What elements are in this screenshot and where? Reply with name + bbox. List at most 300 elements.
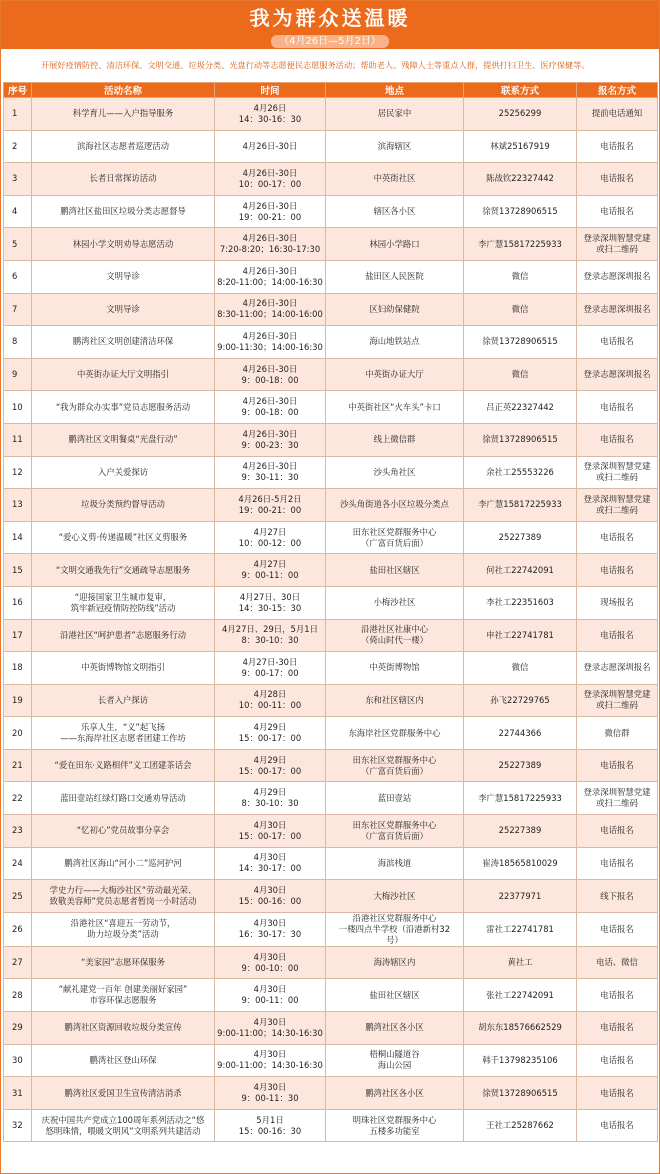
activity-name (32, 456, 215, 489)
activity-place (326, 195, 464, 228)
activity-contact: 李广慧15817225933 (464, 228, 577, 261)
column-header-time: 时间 (215, 83, 326, 98)
activity-place-line: 中英街社区“火车头”卡口 (348, 401, 441, 412)
activity-signup-line: 电话报名 (600, 1054, 634, 1065)
activity-place-line: 号） (386, 934, 403, 945)
activity-time-line: 4月26日-30日 (242, 265, 298, 276)
activity-name (32, 391, 215, 424)
activity-signup-line: 登录深圳智慧党建 (583, 689, 651, 700)
activity-time-line: 15：00-16：00 (238, 896, 302, 907)
activity-signup-line: 登录深圳智慧党建 (583, 461, 651, 472)
table-row (4, 228, 658, 261)
activity-time (215, 326, 326, 359)
activity-signup (577, 358, 658, 391)
activity-signup-line: 电话报名 (600, 206, 634, 217)
activity-time-line: 4月29日 (253, 722, 287, 733)
activity-signup (577, 979, 658, 1012)
activity-name-line: 科学育儿——入户指导服务 (72, 108, 174, 119)
activity-signup (577, 684, 658, 717)
table-row (4, 1077, 658, 1110)
activity-time-line: 4月29日 (253, 754, 287, 765)
activity-contact: 微信 (464, 260, 577, 293)
table-row (4, 521, 658, 554)
row-number: 8 (4, 326, 32, 359)
activity-time-line: 9:00-11:00；14:30-16:30 (217, 1060, 323, 1071)
activity-time-line: 4月30日 (253, 951, 287, 962)
activity-time-line: 9:00-11:30；14:00-16:30 (217, 341, 323, 352)
activity-signup (577, 652, 658, 685)
activity-signup (577, 521, 658, 554)
activity-name-line: 鹏湾社区爱国卫生宣传清洁消杀 (64, 1087, 182, 1098)
activity-time (215, 423, 326, 456)
activity-place-line: （广富百货后面） (361, 537, 428, 548)
activity-time-line: 4月26日-30日 (242, 233, 298, 244)
activity-name-line: “美家园”志愿环保服务 (80, 957, 166, 968)
activity-place-line: 沙头角街道各小区垃圾分类点 (340, 499, 449, 510)
activity-contact: 孙飞22729765 (464, 684, 577, 717)
activity-name-line: 垃圾分类预约督导活动 (81, 499, 165, 510)
table-row (4, 619, 658, 652)
row-number: 4 (4, 195, 32, 228)
activity-time-line: 4月26日-30日 (242, 428, 298, 439)
activity-time-line: 4月26日-30日 (242, 330, 298, 341)
activity-name-line: 庆祝中国共产党成立100周年系列活动之“悠 (41, 1114, 205, 1125)
activity-place-line: 盐田区人民医院 (365, 271, 424, 282)
activity-time-line: 4月26日-30日 (242, 298, 298, 309)
activity-place (326, 912, 464, 946)
activity-name (32, 293, 215, 326)
row-number: 3 (4, 163, 32, 196)
activity-place (326, 619, 464, 652)
activity-name (32, 619, 215, 652)
activity-signup-line: 电话报名 (600, 1087, 634, 1098)
activity-place (326, 260, 464, 293)
activity-place (326, 652, 464, 685)
activity-signup-line: 电话报名 (600, 1022, 634, 1033)
activity-place-line: 大梅沙社区 (373, 890, 416, 901)
activity-time (215, 521, 326, 554)
activity-name (32, 195, 215, 228)
table-row (4, 946, 658, 979)
table-row (4, 684, 658, 717)
activity-contact: 25227389 (464, 749, 577, 782)
activity-place-line: 东和社区辖区内 (365, 694, 424, 705)
table-row (4, 293, 658, 326)
activity-place (326, 456, 464, 489)
activity-signup-line: 登录深圳智慧党建 (583, 493, 651, 504)
activity-place-line: 田东社区党群服务中心 (352, 819, 437, 830)
activity-place-line: 中英街社区 (373, 173, 416, 184)
table-row (4, 979, 658, 1012)
activity-time-line: 4月29日 (253, 787, 287, 798)
activity-time-line: 4月30日 (253, 984, 287, 995)
activity-place-line: 盐田社区辖区 (369, 989, 420, 1000)
intro-text: 开展好疫情防控、清洁环保、文明交通、垃圾分类、光盘行动等志愿便民志愿服务活动；帮助老人、残障人士等重点人群，提供打扫卫生、医疗保健等。 (41, 60, 590, 70)
activity-time-line: 16：30-17：30 (238, 929, 302, 940)
activity-name (32, 782, 215, 815)
activity-place-line: 林园小学路口 (369, 238, 420, 249)
table-row (4, 456, 658, 489)
activity-name (32, 979, 215, 1012)
table-row (4, 130, 658, 163)
activity-name (32, 326, 215, 359)
table-row (4, 652, 658, 685)
activity-time (215, 1044, 326, 1077)
activity-name-line: 学史力行——大梅沙社区“劳动最光荣、 (49, 885, 197, 896)
activity-signup-line: 登录志愿深圳报名 (583, 271, 651, 282)
activity-time (215, 782, 326, 815)
activity-contact: 黄社工 (464, 946, 577, 979)
activity-time-line: 7:20-8:20；16:30-17:30 (219, 244, 321, 255)
activity-place-line: 蓝田壹站 (377, 792, 412, 803)
activity-signup (577, 815, 658, 848)
activity-time-line: 9：00-10：00 (241, 962, 299, 973)
activity-place (326, 423, 464, 456)
activity-place (326, 684, 464, 717)
activity-place (326, 1012, 464, 1045)
activity-name-line: ——东海岸社区志愿者团建工作坊 (60, 733, 186, 744)
activity-time-line: 8:20-11:00；14:00-16:30 (217, 276, 323, 287)
activity-time-line: 9：00-11：30 (241, 1093, 299, 1104)
activity-name-line: 鹏湾社区资源回收垃圾分类宣传 (64, 1022, 182, 1033)
activity-name-line: “我为群众办实事”党员志愿服务活动 (55, 401, 191, 412)
activity-place-line: 中英街办证大厅 (365, 369, 424, 380)
activity-name-line: 沿港社区“喜迎五一劳动节， (70, 918, 176, 929)
activity-signup (577, 195, 658, 228)
activity-place (326, 326, 464, 359)
activity-signup-line: 或扫二维码 (596, 504, 638, 515)
activity-signup-line: 电话报名 (600, 336, 634, 347)
activity-time (215, 195, 326, 228)
activity-signup (577, 619, 658, 652)
row-number: 18 (4, 652, 32, 685)
row-number: 7 (4, 293, 32, 326)
activity-name-line: 长者入户探访 (97, 694, 149, 705)
activity-signup-line: 电话报名 (600, 857, 634, 868)
table-row (4, 586, 658, 619)
activity-name (32, 358, 215, 391)
activity-name-line: 林园小学文明劝导志愿活动 (72, 238, 174, 249)
activity-name-line: 滨海社区志愿者巡逻活动 (76, 140, 170, 151)
activity-time-line: 9：00-17：00 (241, 667, 299, 678)
activity-signup-line: 微信群 (604, 727, 630, 738)
activity-signup (577, 260, 658, 293)
activity-contact: 申社工22741781 (464, 619, 577, 652)
activity-time (215, 554, 326, 587)
activity-time-line: 14：30-15：30 (238, 602, 302, 613)
activity-contact: 余社工25553226 (464, 456, 577, 489)
table-row (4, 847, 658, 880)
activity-time (215, 391, 326, 424)
date-range-subtitle: （4月26日—5月2日） (271, 35, 389, 48)
activity-time-line: 4月30日 (253, 819, 287, 830)
activity-name (32, 880, 215, 913)
activity-time-line: 19：00-21：00 (238, 504, 302, 515)
activity-time (215, 749, 326, 782)
activity-contact: 微信 (464, 652, 577, 685)
activity-time-line: 4月27日 (253, 559, 287, 570)
activity-time (215, 130, 326, 163)
activity-contact: 李社工22351603 (464, 586, 577, 619)
activity-signup (577, 782, 658, 815)
activity-place-line: 盐田社区辖区 (369, 564, 420, 575)
activity-contact: 微信 (464, 293, 577, 326)
activity-name (32, 717, 215, 750)
activity-signup (577, 554, 658, 587)
activity-place-line: 田东社区党群服务中心 (352, 754, 437, 765)
activity-time-line: 4月27日-30日 (242, 656, 298, 667)
table-body (4, 98, 658, 1142)
table-row (4, 163, 658, 196)
activity-name-line: “爱在田东·义路相伴”义工团建茶话会 (54, 760, 192, 771)
table-header-row (4, 83, 658, 98)
table-row (4, 717, 658, 750)
activity-name-line: “文明交通我先行”交通疏导志愿服务 (55, 564, 191, 575)
activity-place (326, 391, 464, 424)
column-header-no: 序号 (4, 83, 32, 98)
activity-place (326, 782, 464, 815)
table-row (4, 782, 658, 815)
activity-name (32, 163, 215, 196)
activity-name (32, 521, 215, 554)
activity-time-line: 4月30日 (253, 918, 287, 929)
activity-signup (577, 130, 658, 163)
table-row (4, 912, 658, 946)
activity-name (32, 260, 215, 293)
activity-place-line: 鹏湾社区各小区 (365, 1087, 424, 1098)
row-number: 28 (4, 979, 32, 1012)
activity-place-line: （广富百货后面） (361, 830, 428, 841)
activity-place (326, 554, 464, 587)
activity-time (215, 260, 326, 293)
activity-name-line: 助力垃圾分类”活动 (87, 929, 159, 940)
activity-name-line: 长者日常探访活动 (89, 173, 157, 184)
activity-time-line: 9:00-11:00；14:30-16:30 (217, 1027, 323, 1038)
table-row (4, 1012, 658, 1045)
activity-contact: 陈战钦22327442 (464, 163, 577, 196)
activity-name (32, 1109, 215, 1142)
activity-place (326, 946, 464, 979)
row-number: 30 (4, 1044, 32, 1077)
activity-contact: 25227389 (464, 521, 577, 554)
activity-signup (577, 1044, 658, 1077)
column-header-contact: 联系方式 (464, 83, 577, 98)
row-number: 27 (4, 946, 32, 979)
activity-name-line: “爱心义剪·传递温暖”社区义剪服务 (58, 532, 188, 543)
activity-time-line: 9：00-11：00 (241, 995, 299, 1006)
activity-name (32, 1044, 215, 1077)
activity-place-line: 沙头角社区 (373, 466, 416, 477)
activity-time (215, 489, 326, 522)
activity-time (215, 293, 326, 326)
activity-contact: 张社工22742091 (464, 979, 577, 1012)
activity-name (32, 749, 215, 782)
activity-name (32, 586, 215, 619)
table-row (4, 489, 658, 522)
activity-place (326, 521, 464, 554)
activity-place-line: 明珠社区党群服务中心 (352, 1114, 437, 1125)
title-banner (1, 1, 659, 49)
activity-place-line: 一楼四点半学校（沿港新村32 (338, 923, 451, 934)
activity-contact: 徐贤13728906515 (464, 326, 577, 359)
activity-time-line: 15：00-17：00 (238, 733, 302, 744)
row-number: 6 (4, 260, 32, 293)
activity-time-line: 4月30日 (253, 1049, 287, 1060)
activity-signup-line: 或扫二维码 (596, 472, 638, 483)
activity-name-line: 文明导诊 (106, 271, 140, 282)
activity-signup-line: 现场报名 (600, 597, 634, 608)
activity-time-line: 4月26日-30日 (242, 167, 298, 178)
activity-place-line: （倚山时代一楼） (361, 635, 428, 646)
activity-signup-line: 电话报名 (600, 825, 634, 836)
activity-name-line: 中英街办证大厅文明指引 (76, 369, 170, 380)
activity-name-line: 致敬美容师”党员志愿者暂岗一小时活动 (49, 896, 197, 907)
activity-signup (577, 163, 658, 196)
activity-time-line: 4月30日 (253, 1016, 287, 1027)
activity-place (326, 489, 464, 522)
activity-place (326, 847, 464, 880)
activity-time-line: 4月26日-30日 (242, 396, 298, 407)
activity-signup-line: 或扫二维码 (596, 700, 638, 711)
activity-signup (577, 749, 658, 782)
activity-name-line: “忆初心”党员故事分享会 (76, 825, 170, 836)
activity-time-line: 14：30-16：30 (238, 113, 302, 124)
activity-place-line: 中英街博物馆 (369, 662, 420, 673)
activity-name-line: 蓝田壹站红绿灯路口交通劝导活动 (60, 792, 186, 803)
table-row (4, 195, 658, 228)
row-number: 22 (4, 782, 32, 815)
activity-name (32, 1077, 215, 1110)
row-number: 5 (4, 228, 32, 261)
column-header-signup: 报名方式 (577, 83, 658, 98)
activity-name-line: 鹏湾社区海山“河小二”巡河护河 (64, 857, 182, 868)
activity-place (326, 717, 464, 750)
activity-signup (577, 391, 658, 424)
activity-time-line: 4月27日 (253, 526, 287, 537)
activity-time (215, 98, 326, 131)
activity-signup (577, 326, 658, 359)
table-row (4, 98, 658, 131)
activity-name (32, 130, 215, 163)
activity-signup (577, 847, 658, 880)
activity-contact: 徐贤13728906515 (464, 423, 577, 456)
activity-contact: 徐贤13728906515 (464, 1077, 577, 1110)
activity-name-line: 筑牢新冠疫情防控防线”活动 (70, 602, 176, 613)
activity-signup-line: 或扫二维码 (596, 244, 638, 255)
activity-contact: 25227389 (464, 815, 577, 848)
page-title: 我为群众送温暖 (249, 6, 411, 30)
table-row (4, 358, 658, 391)
activity-name-line: 文明导诊 (106, 303, 140, 314)
activity-name-line: 乐享人生，“义”起飞扬 (80, 722, 166, 733)
activity-name-line: 市容环保志愿服务 (89, 995, 157, 1006)
activity-signup (577, 98, 658, 131)
table-row (4, 391, 658, 424)
row-number: 12 (4, 456, 32, 489)
row-number: 10 (4, 391, 32, 424)
row-number: 19 (4, 684, 32, 717)
activity-name-line: 中英街博物馆文明指引 (81, 662, 165, 673)
activity-time (215, 1109, 326, 1142)
activity-signup-line: 电话报名 (600, 923, 634, 934)
activity-place-line: 辖区各小区 (373, 206, 416, 217)
activity-time (215, 586, 326, 619)
activity-time-line: 4月30日 (253, 852, 287, 863)
activity-contact: 李广慧15817225933 (464, 782, 577, 815)
activity-place-line: 海山公园 (377, 1060, 412, 1071)
activity-signup-line: 电话报名 (600, 989, 634, 1000)
row-number: 13 (4, 489, 32, 522)
activity-time (215, 912, 326, 946)
activity-name (32, 912, 215, 946)
activity-place (326, 163, 464, 196)
table-row (4, 554, 658, 587)
activity-place-line: 小梅沙社区 (373, 597, 416, 608)
activity-contact: 徐贤13728906515 (464, 195, 577, 228)
row-number: 14 (4, 521, 32, 554)
row-number: 20 (4, 717, 32, 750)
activity-time-line: 4月26日-30日 (242, 200, 298, 211)
activity-time-line: 9：30-11：30 (241, 472, 299, 483)
activity-signup-line: 线下报名 (600, 890, 634, 901)
activity-contact: 韩千13798235106 (464, 1044, 577, 1077)
activity-signup (577, 717, 658, 750)
activity-place (326, 880, 464, 913)
activity-contact: 22744366 (464, 717, 577, 750)
activity-time (215, 979, 326, 1012)
activity-signup-line: 电话报名 (600, 629, 634, 640)
activity-time (215, 946, 326, 979)
activity-signup (577, 1077, 658, 1110)
activity-time-line: 4月28日 (253, 689, 287, 700)
activity-signup (577, 423, 658, 456)
activity-time (215, 717, 326, 750)
activity-signup-line: 或扫二维码 (596, 798, 638, 809)
activity-time-line: 10：00-12：00 (238, 537, 302, 548)
table-row (4, 880, 658, 913)
activity-time-line: 5月1日 (256, 1114, 284, 1125)
activity-place-line: 线上微信群 (373, 434, 416, 445)
activity-time-line: 15：00-16：30 (238, 1125, 302, 1136)
row-number: 1 (4, 98, 32, 131)
activity-signup (577, 946, 658, 979)
activity-name (32, 1012, 215, 1045)
activity-signup-line: 电话报名 (600, 434, 634, 445)
activity-place (326, 586, 464, 619)
activity-name (32, 489, 215, 522)
table-row (4, 815, 658, 848)
row-number: 29 (4, 1012, 32, 1045)
activity-signup-line: 电话报名 (600, 173, 634, 184)
activity-place-line: 鹏湾社区各小区 (365, 1022, 424, 1033)
activity-place-line: 海滨栈道 (377, 857, 412, 868)
activity-time (215, 815, 326, 848)
activity-place (326, 749, 464, 782)
activity-name (32, 946, 215, 979)
activity-signup-line: 电话、微信 (596, 957, 638, 968)
activity-name (32, 652, 215, 685)
row-number: 32 (4, 1109, 32, 1142)
activity-place-line: 居民家中 (377, 108, 412, 119)
row-number: 17 (4, 619, 32, 652)
activity-place-line: 海山地铁站点 (369, 336, 420, 347)
activity-place (326, 228, 464, 261)
activity-name-line: “迎接国家卫生城市复审， (74, 591, 172, 602)
activity-time-line: 4月26日 (253, 102, 287, 113)
row-number: 26 (4, 912, 32, 946)
activity-signup-line: 电话报名 (600, 140, 634, 151)
activity-name (32, 228, 215, 261)
